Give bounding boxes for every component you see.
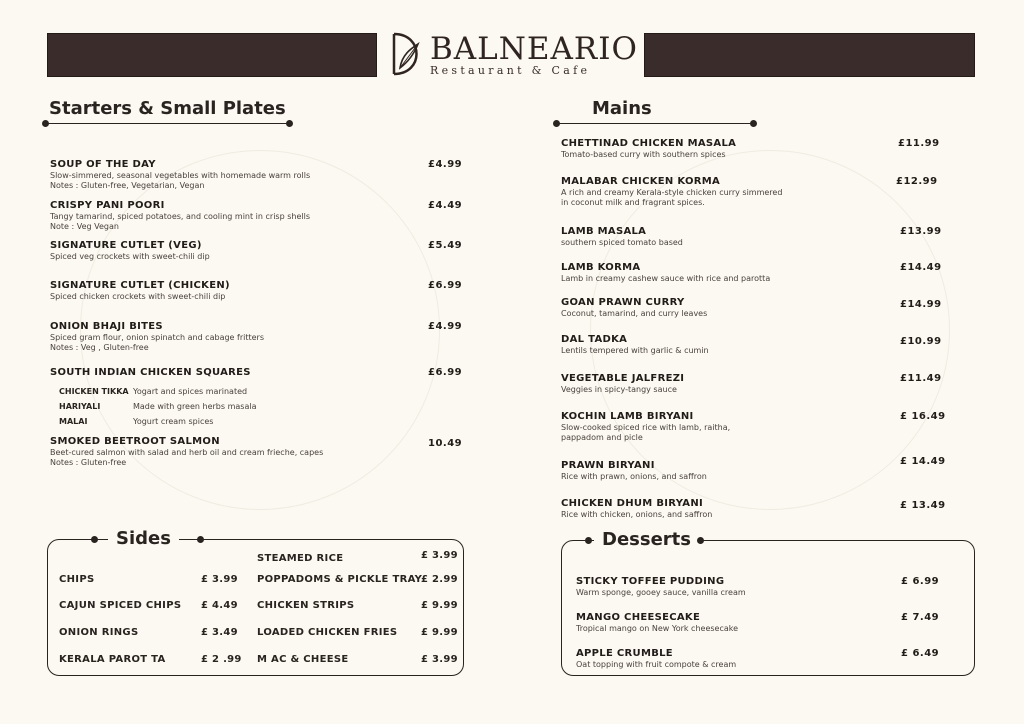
squares-option <box>59 417 213 427</box>
item-description: Rice with chicken, onions, and saffron <box>561 510 713 519</box>
side-item-price: £ 3.99 <box>201 574 238 585</box>
item-price: £ 6.49 <box>901 648 940 659</box>
item-description: Tangy tamarind, spiced potatoes, and cooling mint in crisp shells <box>50 212 310 221</box>
side-item-name: STEAMED RICE <box>257 553 344 564</box>
header-bar-left <box>47 33 377 77</box>
item-price: £13.99 <box>900 226 942 237</box>
side-item-price: £ 3.99 <box>421 654 458 665</box>
item-description: pappadom and picle <box>561 433 643 442</box>
menu-item <box>50 367 251 379</box>
item-price: £11.99 <box>898 138 940 149</box>
item-name: CHICKEN DHUM BIRYANI <box>561 498 704 509</box>
item-price: £10.99 <box>900 336 942 347</box>
item-price: £6.99 <box>428 280 463 291</box>
item-description: Warm sponge, gooey sauce, vanilla cream <box>576 588 746 597</box>
squares-option <box>59 402 256 412</box>
side-item-price: £ 3.49 <box>201 627 238 638</box>
item-price: £4.99 <box>428 321 463 332</box>
header-bar-right <box>644 33 975 77</box>
brand-logo <box>390 30 640 82</box>
option-name: HARIYALI <box>59 402 101 411</box>
menu-item <box>561 176 782 208</box>
menu-item <box>561 411 730 443</box>
side-item-name: POPPADOMS & PICKLE TRAY <box>257 574 423 585</box>
item-name: MALABAR CHICKEN KORMA <box>561 176 721 187</box>
item-name: SOUP OF THE DAY <box>50 159 156 170</box>
item-name: PRAWN BIRYANI <box>561 460 655 471</box>
option-description: Yogart and spices marinated <box>133 387 248 396</box>
item-description: Oat topping with fruit compote & cream <box>576 660 737 669</box>
item-name: SOUTH INDIAN CHICKEN SQUARES <box>50 367 251 378</box>
dessert-item <box>576 648 736 670</box>
sides-title-dot-right <box>197 536 204 543</box>
item-price: £4.99 <box>428 159 463 170</box>
item-description: Tropical mango on New York cheesecake <box>576 624 739 633</box>
menu-item <box>50 321 264 353</box>
desserts-title: Desserts <box>594 529 699 551</box>
menu-item <box>561 498 712 520</box>
menu-item <box>561 460 707 482</box>
item-price: £ 16.49 <box>900 411 946 422</box>
item-name: ONION BHAJI BITES <box>50 321 163 332</box>
item-description: southern spiced tomato based <box>561 238 683 247</box>
item-notes: Note : Veg Vegan <box>50 222 119 231</box>
item-price: £5.49 <box>428 240 463 251</box>
side-item-name: M AC & CHEESE <box>257 654 349 665</box>
item-name: LAMB KORMA <box>561 262 641 273</box>
menu-item <box>50 200 310 232</box>
menu-item <box>561 262 770 284</box>
item-name: SIGNATURE CUTLET (VEG) <box>50 240 202 251</box>
item-description: A rich and creamy Kerala-style chicken curry simmered <box>561 188 783 197</box>
side-item-name: CHIPS <box>59 574 95 585</box>
menu-item <box>561 373 684 395</box>
item-description: in coconut milk and fragrant spices. <box>561 198 705 207</box>
item-description: Veggies in spicy-tangy sauce <box>561 385 677 394</box>
item-price: £14.99 <box>900 299 942 310</box>
item-notes: Notes : Veg , Gluten-free <box>50 343 149 352</box>
item-name: KOCHIN LAMB BIRYANI <box>561 411 694 422</box>
menu-item <box>561 334 709 356</box>
leaf-monogram-icon <box>390 30 428 78</box>
item-name: SMOKED BEETROOT SALMON <box>50 436 220 447</box>
item-description: Coconut, tamarind, and curry leaves <box>561 309 708 318</box>
item-price: £ 14.49 <box>900 456 946 467</box>
item-name: SIGNATURE CUTLET (CHICKEN) <box>50 280 230 291</box>
item-name: CRISPY PANI POORI <box>50 200 165 211</box>
side-item-price: £ 2 .99 <box>201 654 242 665</box>
side-item-price: £ 3.99 <box>421 550 458 561</box>
side-item-name: KERALA PAROT TA <box>59 654 166 665</box>
item-name: DAL TADKA <box>561 334 628 345</box>
item-description: Slow-cooked spiced rice with lamb, raitha, <box>561 423 731 432</box>
option-description: Made with green herbs masala <box>133 402 257 411</box>
item-name: APPLE CRUMBLE <box>576 648 673 659</box>
menu-item <box>50 280 230 302</box>
side-item-name: CHICKEN STRIPS <box>257 600 355 611</box>
item-notes: Notes : Gluten-free <box>50 458 127 467</box>
item-name: GOAN PRAWN CURRY <box>561 297 685 308</box>
starters-rule <box>45 123 290 124</box>
side-item-price: £ 4.49 <box>201 600 238 611</box>
menu-item <box>561 297 707 319</box>
item-price: £ 7.49 <box>901 612 940 623</box>
starters-title: Starters & Small Plates <box>49 98 286 119</box>
mains-rule <box>556 123 754 124</box>
item-description: Slow-simmered, seasonal vegetables with homemade warm rolls <box>50 171 311 180</box>
menu-item <box>561 138 736 160</box>
option-name: MALAI <box>59 417 88 426</box>
item-name: MANGO CHEESECAKE <box>576 612 701 623</box>
desserts-title-dot-left <box>585 537 592 544</box>
sides-title-dot-left <box>91 536 98 543</box>
item-description: Spiced veg crockets with sweet-chili dip <box>50 252 210 261</box>
option-description: Yogurt cream spices <box>133 417 214 426</box>
side-item-name: CAJUN SPICED CHIPS <box>59 600 182 611</box>
item-name: LAMB MASALA <box>561 226 647 237</box>
menu-item <box>50 436 323 468</box>
item-price: £6.99 <box>428 367 463 378</box>
item-description: Beet-cured salmon with salad and herb oil and cream frieche, capes <box>50 448 324 457</box>
side-item-price: £ 9.99 <box>421 627 458 638</box>
item-price: £14.49 <box>900 262 942 273</box>
item-description: Tomato-based curry with southern spices <box>561 150 726 159</box>
menu-item <box>50 159 310 191</box>
mains-title: Mains <box>592 98 652 119</box>
item-price: 10.49 <box>428 438 463 449</box>
side-item-name: ONION RINGS <box>59 627 139 638</box>
item-description: Spiced chicken crockets with sweet-chili dip <box>50 292 226 301</box>
menu-item <box>561 226 683 248</box>
item-name: CHETTINAD CHICKEN MASALA <box>561 138 737 149</box>
item-price: £ 6.99 <box>901 576 940 587</box>
brand-name: BALNEARIO <box>430 31 638 67</box>
side-item-name: LOADED CHICKEN FRIES <box>257 627 398 638</box>
side-item-price: £ 2.99 <box>421 574 458 585</box>
sides-title: Sides <box>108 528 179 550</box>
item-price: £11.49 <box>900 373 942 384</box>
item-name: VEGETABLE JALFREZI <box>561 373 685 384</box>
item-notes: Notes : Gluten-free, Vegetarian, Vegan <box>50 181 205 190</box>
item-price: £4.49 <box>428 200 463 211</box>
desserts-title-dot-right <box>697 537 704 544</box>
menu-item <box>50 240 210 262</box>
option-name: CHICKEN TIKKA <box>59 387 129 396</box>
item-description: Rice with prawn, onions, and saffron <box>561 472 707 481</box>
item-description: Spiced gram flour, onion spinatch and cabage fritters <box>50 333 264 342</box>
dessert-item <box>576 612 738 634</box>
side-item-price: £ 9.99 <box>421 600 458 611</box>
item-description: Lentils tempered with garlic & cumin <box>561 346 709 355</box>
dessert-item <box>576 576 746 598</box>
brand-tagline: Restaurant & Cafe <box>430 64 591 77</box>
item-price: £ 13.49 <box>900 500 946 511</box>
item-description: Lamb in creamy cashew sauce with rice and parotta <box>561 274 771 283</box>
squares-option <box>59 387 247 397</box>
item-price: £12.99 <box>896 176 938 187</box>
item-name: STICKY TOFFEE PUDDING <box>576 576 725 587</box>
